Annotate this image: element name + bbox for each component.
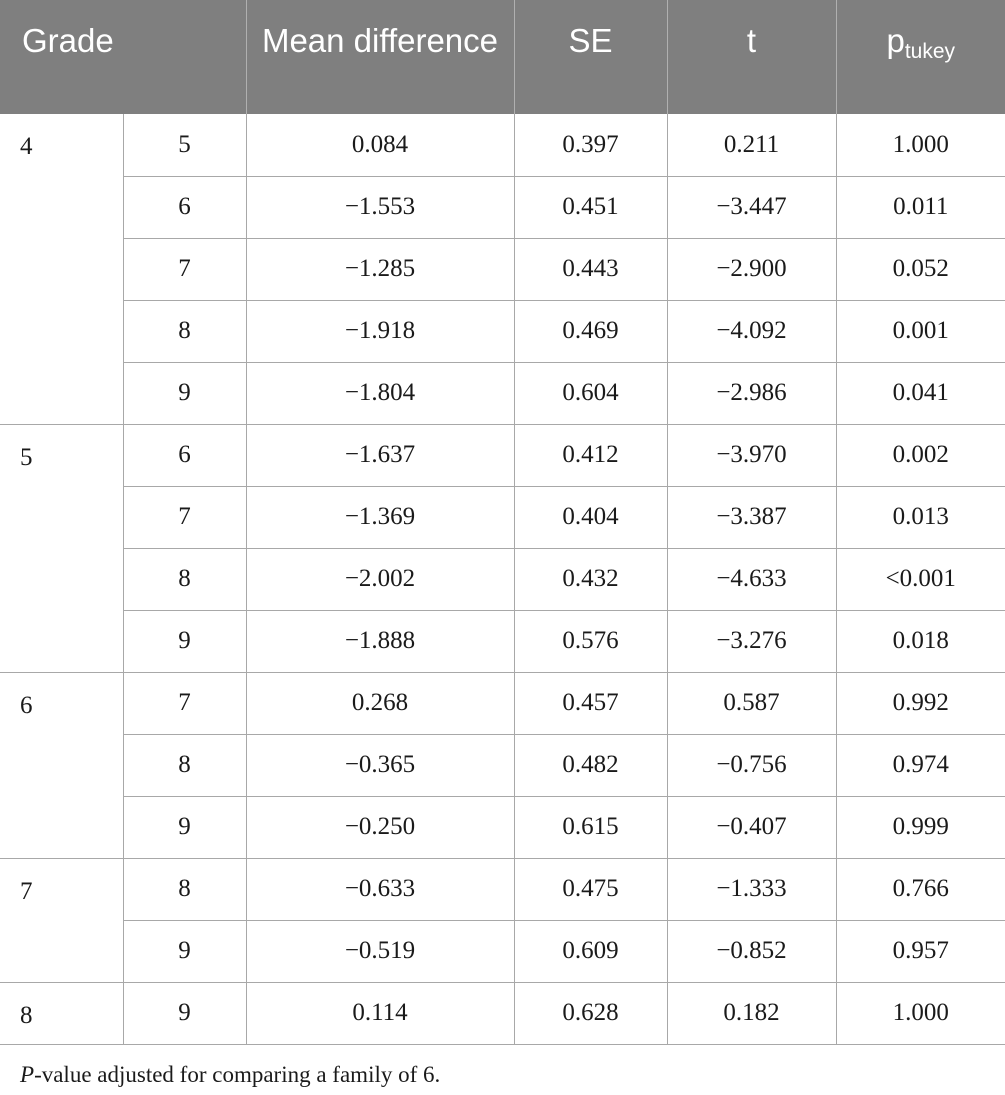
comparison-grade-cell: 8 — [123, 734, 246, 796]
comparison-grade-cell: 7 — [123, 672, 246, 734]
t-cell: −2.900 — [667, 238, 836, 300]
comparison-grade-cell: 8 — [123, 548, 246, 610]
table-row — [0, 238, 1005, 300]
se-cell: 0.412 — [514, 424, 667, 486]
se-cell: 0.443 — [514, 238, 667, 300]
t-cell: −4.633 — [667, 548, 836, 610]
t-cell: −0.756 — [667, 734, 836, 796]
t-cell: 0.211 — [667, 114, 836, 176]
p-tukey-cell: 0.001 — [836, 300, 1005, 362]
p-tukey-cell: 0.018 — [836, 610, 1005, 672]
se-cell: 0.432 — [514, 548, 667, 610]
table-row — [0, 300, 1005, 362]
p-tukey-cell: 0.011 — [836, 176, 1005, 238]
mean-difference-cell: −1.804 — [246, 362, 514, 424]
t-cell: −1.333 — [667, 858, 836, 920]
header-mean-difference: Mean difference — [246, 0, 514, 114]
t-cell: −3.447 — [667, 176, 836, 238]
p-tukey-cell: <0.001 — [836, 548, 1005, 610]
comparison-grade-cell: 9 — [123, 982, 246, 1044]
comparison-grade-cell: 9 — [123, 362, 246, 424]
table-header — [0, 0, 1005, 114]
mean-difference-cell: −0.365 — [246, 734, 514, 796]
table-row — [0, 672, 1005, 734]
table-row — [0, 734, 1005, 796]
table-row — [0, 486, 1005, 548]
comparison-grade-cell: 9 — [123, 796, 246, 858]
t-cell: 0.182 — [667, 982, 836, 1044]
comparison-grade-cell: 6 — [123, 424, 246, 486]
p-tukey-cell: 0.002 — [836, 424, 1005, 486]
mean-difference-cell: −1.888 — [246, 610, 514, 672]
se-cell: 0.397 — [514, 114, 667, 176]
t-cell: −0.852 — [667, 920, 836, 982]
se-cell: 0.628 — [514, 982, 667, 1044]
p-tukey-cell: 1.000 — [836, 114, 1005, 176]
mean-difference-cell: −0.250 — [246, 796, 514, 858]
grade-cell: 4 — [0, 114, 123, 424]
grade-cell: 6 — [0, 672, 123, 858]
se-cell: 0.404 — [514, 486, 667, 548]
table-row — [0, 424, 1005, 486]
table-row — [0, 548, 1005, 610]
comparison-grade-cell: 7 — [123, 238, 246, 300]
header-t: t — [667, 0, 836, 114]
comparison-grade-cell: 9 — [123, 610, 246, 672]
p-tukey-cell: 0.974 — [836, 734, 1005, 796]
table-row — [0, 362, 1005, 424]
t-cell: −3.276 — [667, 610, 836, 672]
header-p-tukey — [836, 0, 1005, 114]
table-row — [0, 610, 1005, 672]
table-row — [0, 114, 1005, 176]
comparison-grade-cell: 9 — [123, 920, 246, 982]
grade-cell: 7 — [0, 858, 123, 982]
table-row — [0, 176, 1005, 238]
comparison-grade-cell: 8 — [123, 858, 246, 920]
t-cell: −3.387 — [667, 486, 836, 548]
p-tukey-cell: 0.013 — [836, 486, 1005, 548]
p-tukey-cell: 0.041 — [836, 362, 1005, 424]
se-cell: 0.469 — [514, 300, 667, 362]
p-tukey-cell: 0.957 — [836, 920, 1005, 982]
grade-cell: 5 — [0, 424, 123, 672]
comparison-grade-cell: 6 — [123, 176, 246, 238]
t-cell: 0.587 — [667, 672, 836, 734]
header-row — [0, 0, 1005, 114]
footnote-text: -value adjusted for comparing a family of 6. — [34, 1062, 441, 1087]
grade-cell: 8 — [0, 982, 123, 1044]
header-p-main: p — [886, 22, 905, 59]
table-footnote — [20, 1061, 440, 1089]
table-row — [0, 796, 1005, 858]
se-cell: 0.475 — [514, 858, 667, 920]
header-p-sub: tukey — [904, 40, 956, 63]
table-row — [0, 920, 1005, 982]
t-cell: −3.970 — [667, 424, 836, 486]
mean-difference-cell: 0.114 — [246, 982, 514, 1044]
p-tukey-cell: 0.999 — [836, 796, 1005, 858]
se-cell: 0.457 — [514, 672, 667, 734]
header-grade: Grade — [0, 0, 246, 114]
mean-difference-cell: 0.268 — [246, 672, 514, 734]
table-row — [0, 982, 1005, 1044]
mean-difference-cell: −1.553 — [246, 176, 514, 238]
se-cell: 0.604 — [514, 362, 667, 424]
se-cell: 0.576 — [514, 610, 667, 672]
se-cell: 0.451 — [514, 176, 667, 238]
mean-difference-cell: −2.002 — [246, 548, 514, 610]
p-tukey-cell: 0.992 — [836, 672, 1005, 734]
mean-difference-cell: −1.918 — [246, 300, 514, 362]
p-tukey-cell: 0.052 — [836, 238, 1005, 300]
mean-difference-cell: −0.519 — [246, 920, 514, 982]
header-se: SE — [514, 0, 667, 114]
se-cell: 0.609 — [514, 920, 667, 982]
comparison-grade-cell: 7 — [123, 486, 246, 548]
t-cell: −4.092 — [667, 300, 836, 362]
se-cell: 0.615 — [514, 796, 667, 858]
table-row — [0, 858, 1005, 920]
p-tukey-cell: 0.766 — [836, 858, 1005, 920]
p-tukey-cell: 1.000 — [836, 982, 1005, 1044]
comparison-grade-cell: 5 — [123, 114, 246, 176]
mean-difference-cell: −1.369 — [246, 486, 514, 548]
mean-difference-cell: −0.633 — [246, 858, 514, 920]
t-cell: −2.986 — [667, 362, 836, 424]
se-cell: 0.482 — [514, 734, 667, 796]
mean-difference-cell: −1.285 — [246, 238, 514, 300]
mean-difference-cell: −1.637 — [246, 424, 514, 486]
t-cell: −0.407 — [667, 796, 836, 858]
table-body — [0, 114, 1005, 1044]
footnote-italic-p: P — [20, 1062, 35, 1087]
mean-difference-cell: 0.084 — [246, 114, 514, 176]
comparison-grade-cell: 8 — [123, 300, 246, 362]
